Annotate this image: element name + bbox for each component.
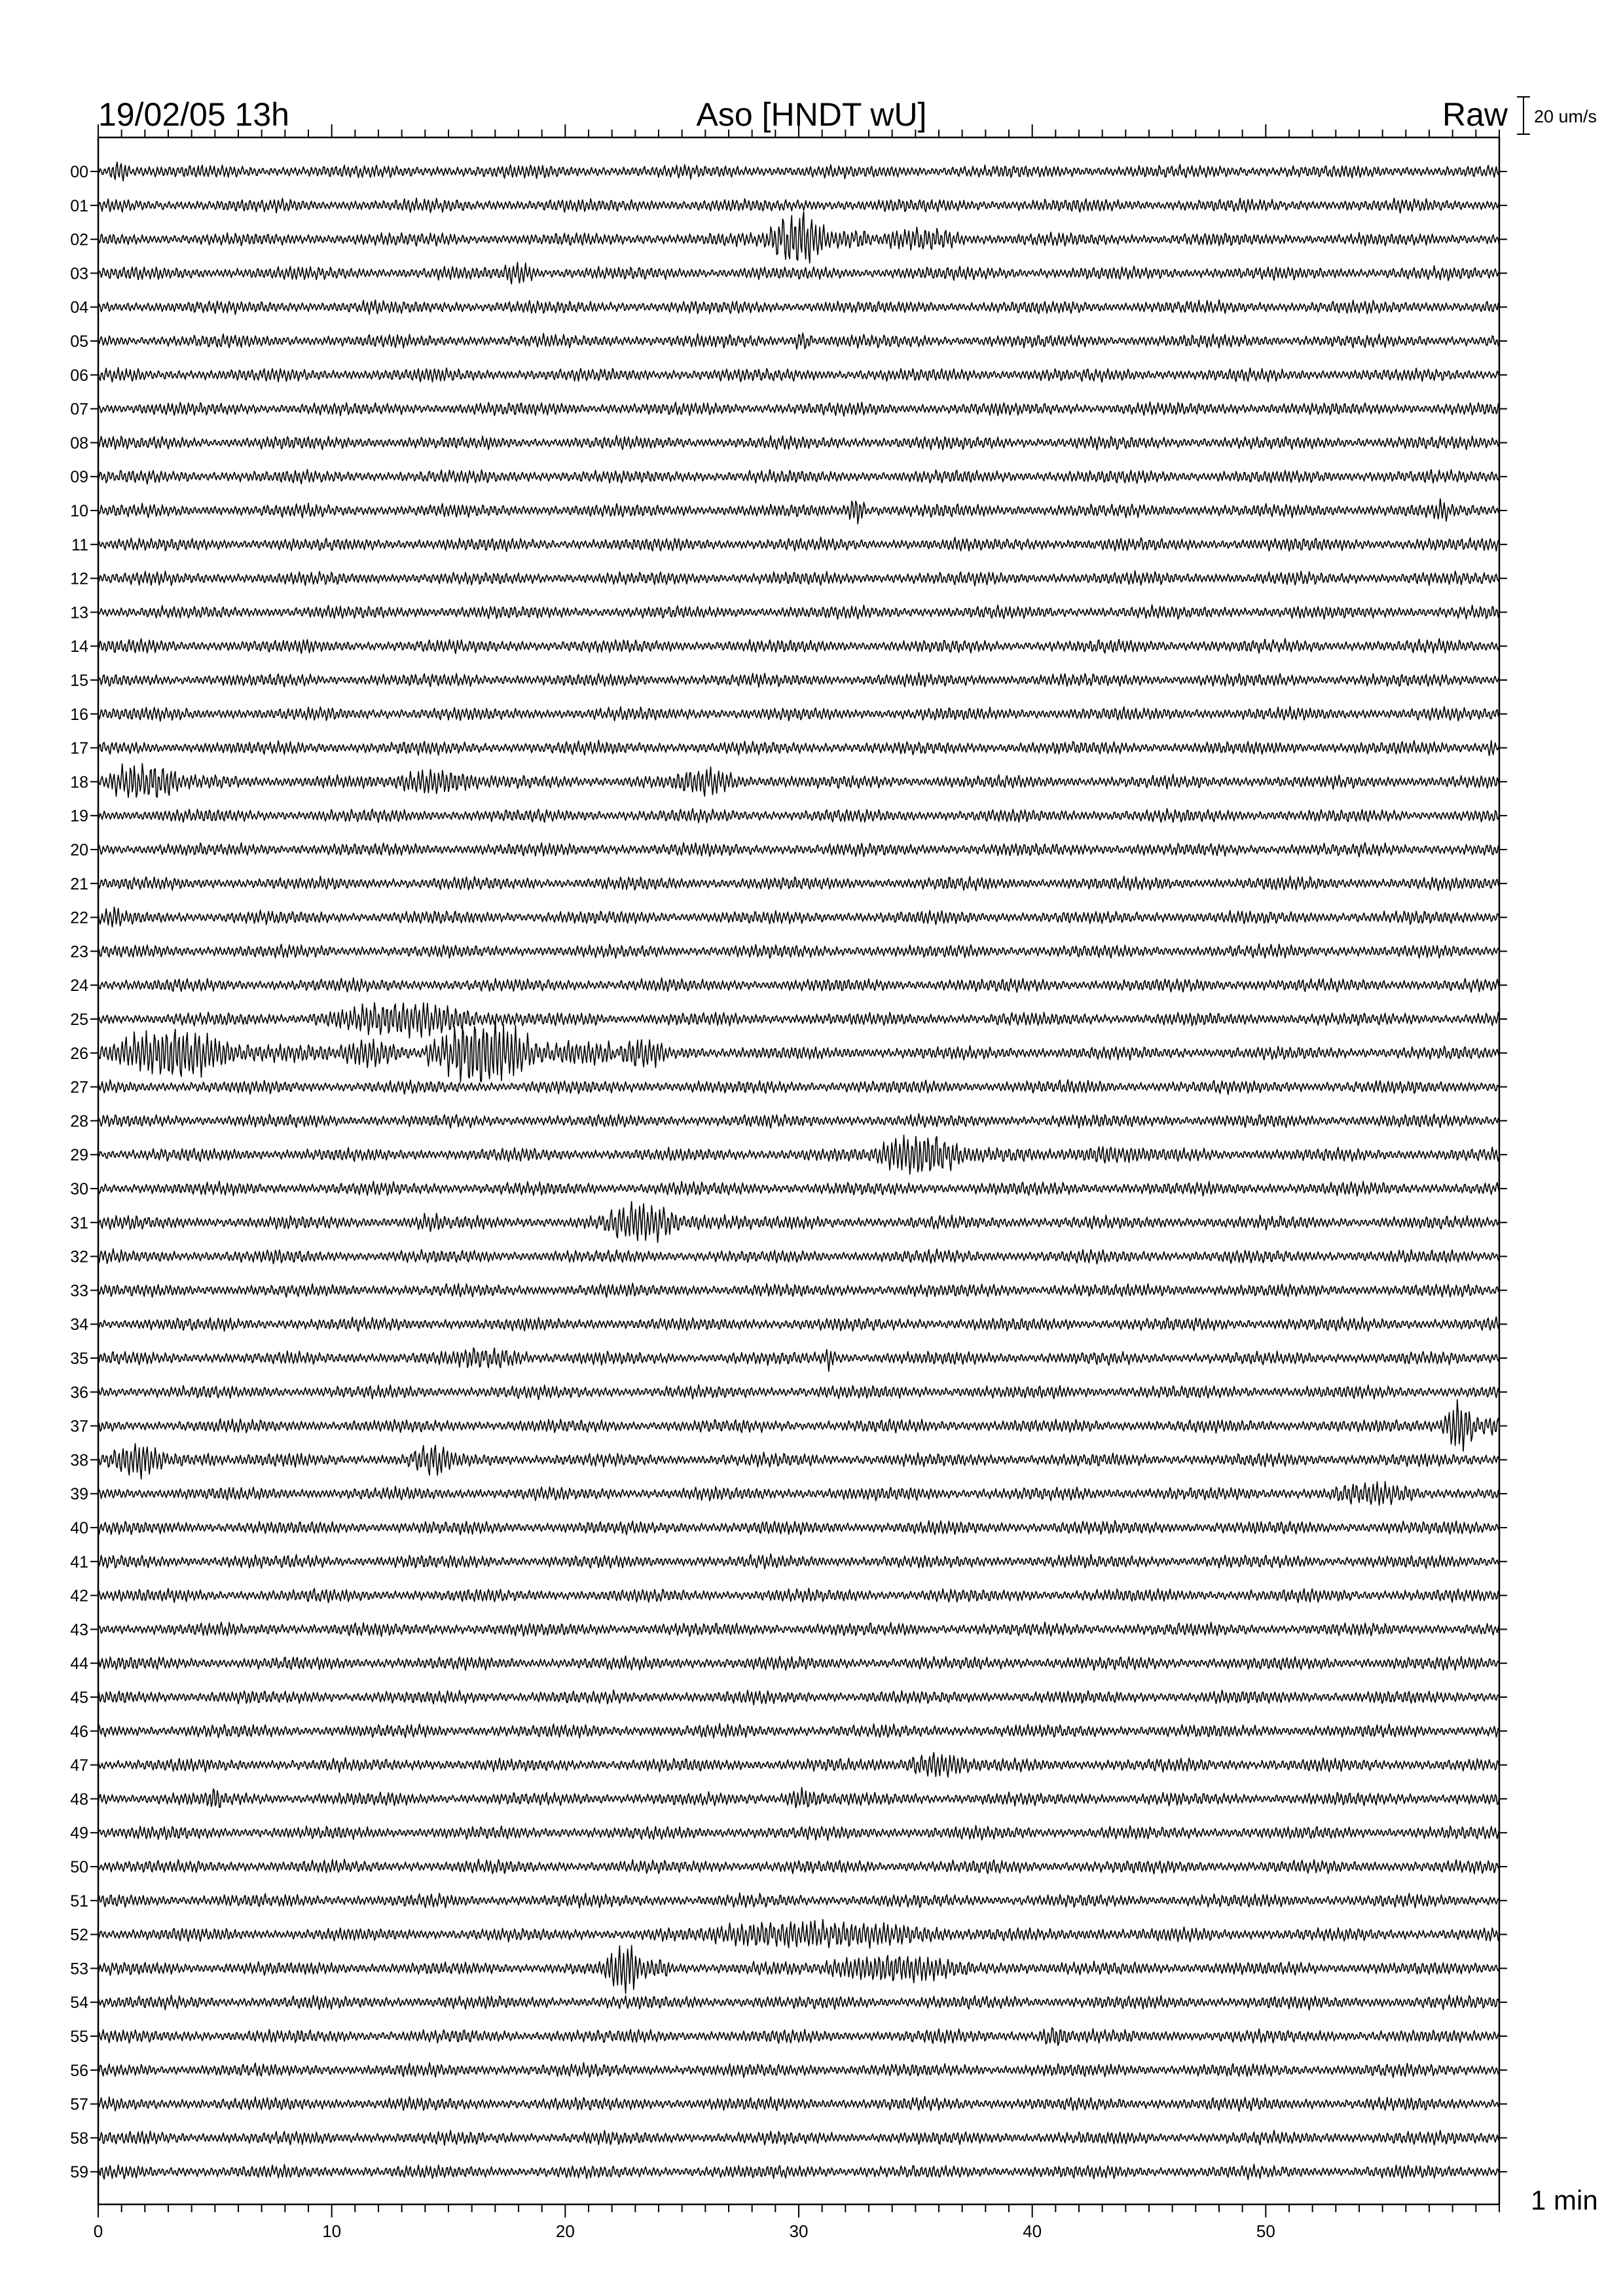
trace-line xyxy=(98,2096,1499,2111)
trace-line xyxy=(98,1249,1499,1264)
trace-line xyxy=(98,1859,1499,1874)
trace-line xyxy=(98,1520,1499,1535)
trace-line xyxy=(98,571,1499,586)
row-label: 49 xyxy=(70,1824,88,1843)
row-label: 56 xyxy=(70,2061,88,2080)
trace-line xyxy=(98,1724,1499,1738)
trace-line xyxy=(98,300,1499,314)
trace-line xyxy=(98,1080,1499,1095)
x-axis-tick-labels xyxy=(94,2221,1275,2241)
row-label: 29 xyxy=(70,1146,88,1165)
trace-line xyxy=(98,1114,1499,1128)
trace-line xyxy=(98,907,1499,927)
row-label: 08 xyxy=(70,434,88,453)
row-label: 46 xyxy=(70,1722,88,1741)
x-tick-label: 10 xyxy=(322,2221,342,2241)
x-tick-label: 0 xyxy=(93,2221,103,2241)
row-label: 21 xyxy=(70,874,88,893)
x-tick-label: 20 xyxy=(555,2221,575,2241)
row-label: 27 xyxy=(70,1078,88,1097)
row-label: 31 xyxy=(70,1213,88,1232)
row-label: 10 xyxy=(70,502,88,520)
row-label: 18 xyxy=(70,773,88,792)
row-label: 23 xyxy=(70,942,88,961)
trace-line xyxy=(98,1920,1499,1948)
row-label: 51 xyxy=(70,1892,88,1910)
row-label: 34 xyxy=(70,1316,88,1335)
trace-line xyxy=(98,944,1499,958)
row-label: 28 xyxy=(70,1112,88,1131)
trace-line xyxy=(98,740,1499,755)
x-tick-label: 30 xyxy=(789,2221,809,2241)
row-label: 14 xyxy=(70,637,88,656)
trace-line xyxy=(98,1317,1499,1331)
row-label: 59 xyxy=(70,2163,88,2182)
traces xyxy=(98,162,1499,2179)
row-label: 30 xyxy=(70,1180,88,1198)
trace-line xyxy=(98,1444,1499,1479)
trace-line xyxy=(98,1753,1499,1778)
trace-line xyxy=(98,1622,1499,1636)
row-label: 54 xyxy=(70,1994,88,2013)
trace-line xyxy=(98,1019,1499,1082)
amplitude-scale-label: 20 um/s xyxy=(1534,107,1597,126)
trace-line xyxy=(98,368,1499,382)
row-label: 06 xyxy=(70,366,88,385)
row-label: 03 xyxy=(70,264,88,283)
trace-line xyxy=(98,673,1499,687)
trace-line xyxy=(98,1135,1499,1174)
row-label: 17 xyxy=(70,739,88,758)
row-label: 35 xyxy=(70,1350,88,1368)
row-label: 13 xyxy=(70,603,88,622)
trace-line xyxy=(98,1588,1499,1603)
row-label: 43 xyxy=(70,1621,88,1640)
row-label: 38 xyxy=(70,1451,88,1470)
trace-line xyxy=(98,1995,1499,2010)
station-title: Aso [HNDT wU] xyxy=(696,96,927,133)
amplitude-scale-bar xyxy=(1517,97,1530,134)
trace-line xyxy=(98,1481,1499,1505)
trace-line xyxy=(98,162,1499,181)
trace-line xyxy=(98,808,1499,823)
row-label: 42 xyxy=(70,1587,88,1605)
row-label: 47 xyxy=(70,1756,88,1775)
trace-line xyxy=(98,1181,1499,1196)
row-label: 00 xyxy=(70,163,88,181)
trace-line xyxy=(98,198,1499,213)
row-label: 50 xyxy=(70,1858,88,1876)
trace-line xyxy=(98,706,1499,721)
trace-line xyxy=(98,1787,1499,1808)
trace-line xyxy=(98,1003,1499,1038)
x-tick-label: 40 xyxy=(1023,2221,1042,2241)
row-label: 45 xyxy=(70,1689,88,1707)
row-label: 20 xyxy=(70,841,88,859)
row-label: 04 xyxy=(70,298,88,317)
row-label: 48 xyxy=(70,1790,88,1809)
row-label: 39 xyxy=(70,1485,88,1504)
row-label: 02 xyxy=(70,230,88,249)
row-label: 55 xyxy=(70,2028,88,2046)
trace-line xyxy=(98,262,1499,284)
row-labels xyxy=(70,163,1507,2181)
row-label: 52 xyxy=(70,1926,88,1945)
row-label: 53 xyxy=(70,1960,88,1979)
trace-line xyxy=(98,639,1499,654)
trace-line xyxy=(98,402,1499,416)
row-label: 26 xyxy=(70,1044,88,1063)
trace-line xyxy=(98,978,1499,992)
x-axis-unit-label: 1 min xyxy=(1531,2185,1598,2215)
row-label: 15 xyxy=(70,672,88,690)
trace-line xyxy=(98,333,1499,349)
row-label: 05 xyxy=(70,332,88,351)
trace-line xyxy=(98,1400,1499,1452)
trace-line xyxy=(98,843,1499,857)
row-label: 01 xyxy=(70,196,88,215)
trace-line xyxy=(98,876,1499,891)
row-label: 24 xyxy=(70,977,88,996)
row-label: 09 xyxy=(70,468,88,487)
row-label: 19 xyxy=(70,807,88,826)
trace-line xyxy=(98,435,1499,450)
trace-line xyxy=(98,1825,1499,1840)
trace-line xyxy=(98,1656,1499,1670)
row-label: 44 xyxy=(70,1655,88,1674)
row-label: 22 xyxy=(70,908,88,927)
trace-line xyxy=(98,1348,1499,1371)
trace-line xyxy=(98,1283,1499,1298)
trace-line xyxy=(98,2028,1499,2045)
trace-line xyxy=(98,2062,1499,2077)
row-label: 25 xyxy=(70,1011,88,1029)
trace-line xyxy=(98,499,1499,524)
row-label: 40 xyxy=(70,1519,88,1537)
trace-line xyxy=(98,1945,1499,1994)
row-label: 33 xyxy=(70,1282,88,1300)
row-label: 32 xyxy=(70,1247,88,1266)
trace-line xyxy=(98,2130,1499,2145)
row-label: 07 xyxy=(70,400,88,419)
trace-line xyxy=(98,1893,1499,1908)
row-label: 12 xyxy=(70,569,88,588)
plot-frame xyxy=(98,137,1499,2204)
row-label: 11 xyxy=(71,535,88,554)
trace-line xyxy=(98,1385,1499,1400)
trace-line xyxy=(98,1554,1499,1569)
trace-line xyxy=(98,1202,1499,1243)
trace-line xyxy=(98,212,1499,263)
mode-label: Raw xyxy=(1442,96,1508,133)
row-label: 36 xyxy=(70,1383,88,1402)
row-label: 57 xyxy=(70,2095,88,2114)
trace-line xyxy=(98,1690,1499,1704)
row-label: 16 xyxy=(70,705,88,724)
row-label: 41 xyxy=(70,1552,88,1571)
row-label: 37 xyxy=(70,1417,88,1436)
trace-line xyxy=(98,537,1499,552)
trace-line xyxy=(98,469,1499,484)
row-label: 58 xyxy=(70,2129,88,2148)
trace-line xyxy=(98,605,1499,619)
x-tick-label: 50 xyxy=(1256,2221,1275,2241)
trace-line xyxy=(98,2164,1499,2179)
trace-line xyxy=(98,763,1499,797)
datetime-label: 19/02/05 13h xyxy=(98,96,289,133)
